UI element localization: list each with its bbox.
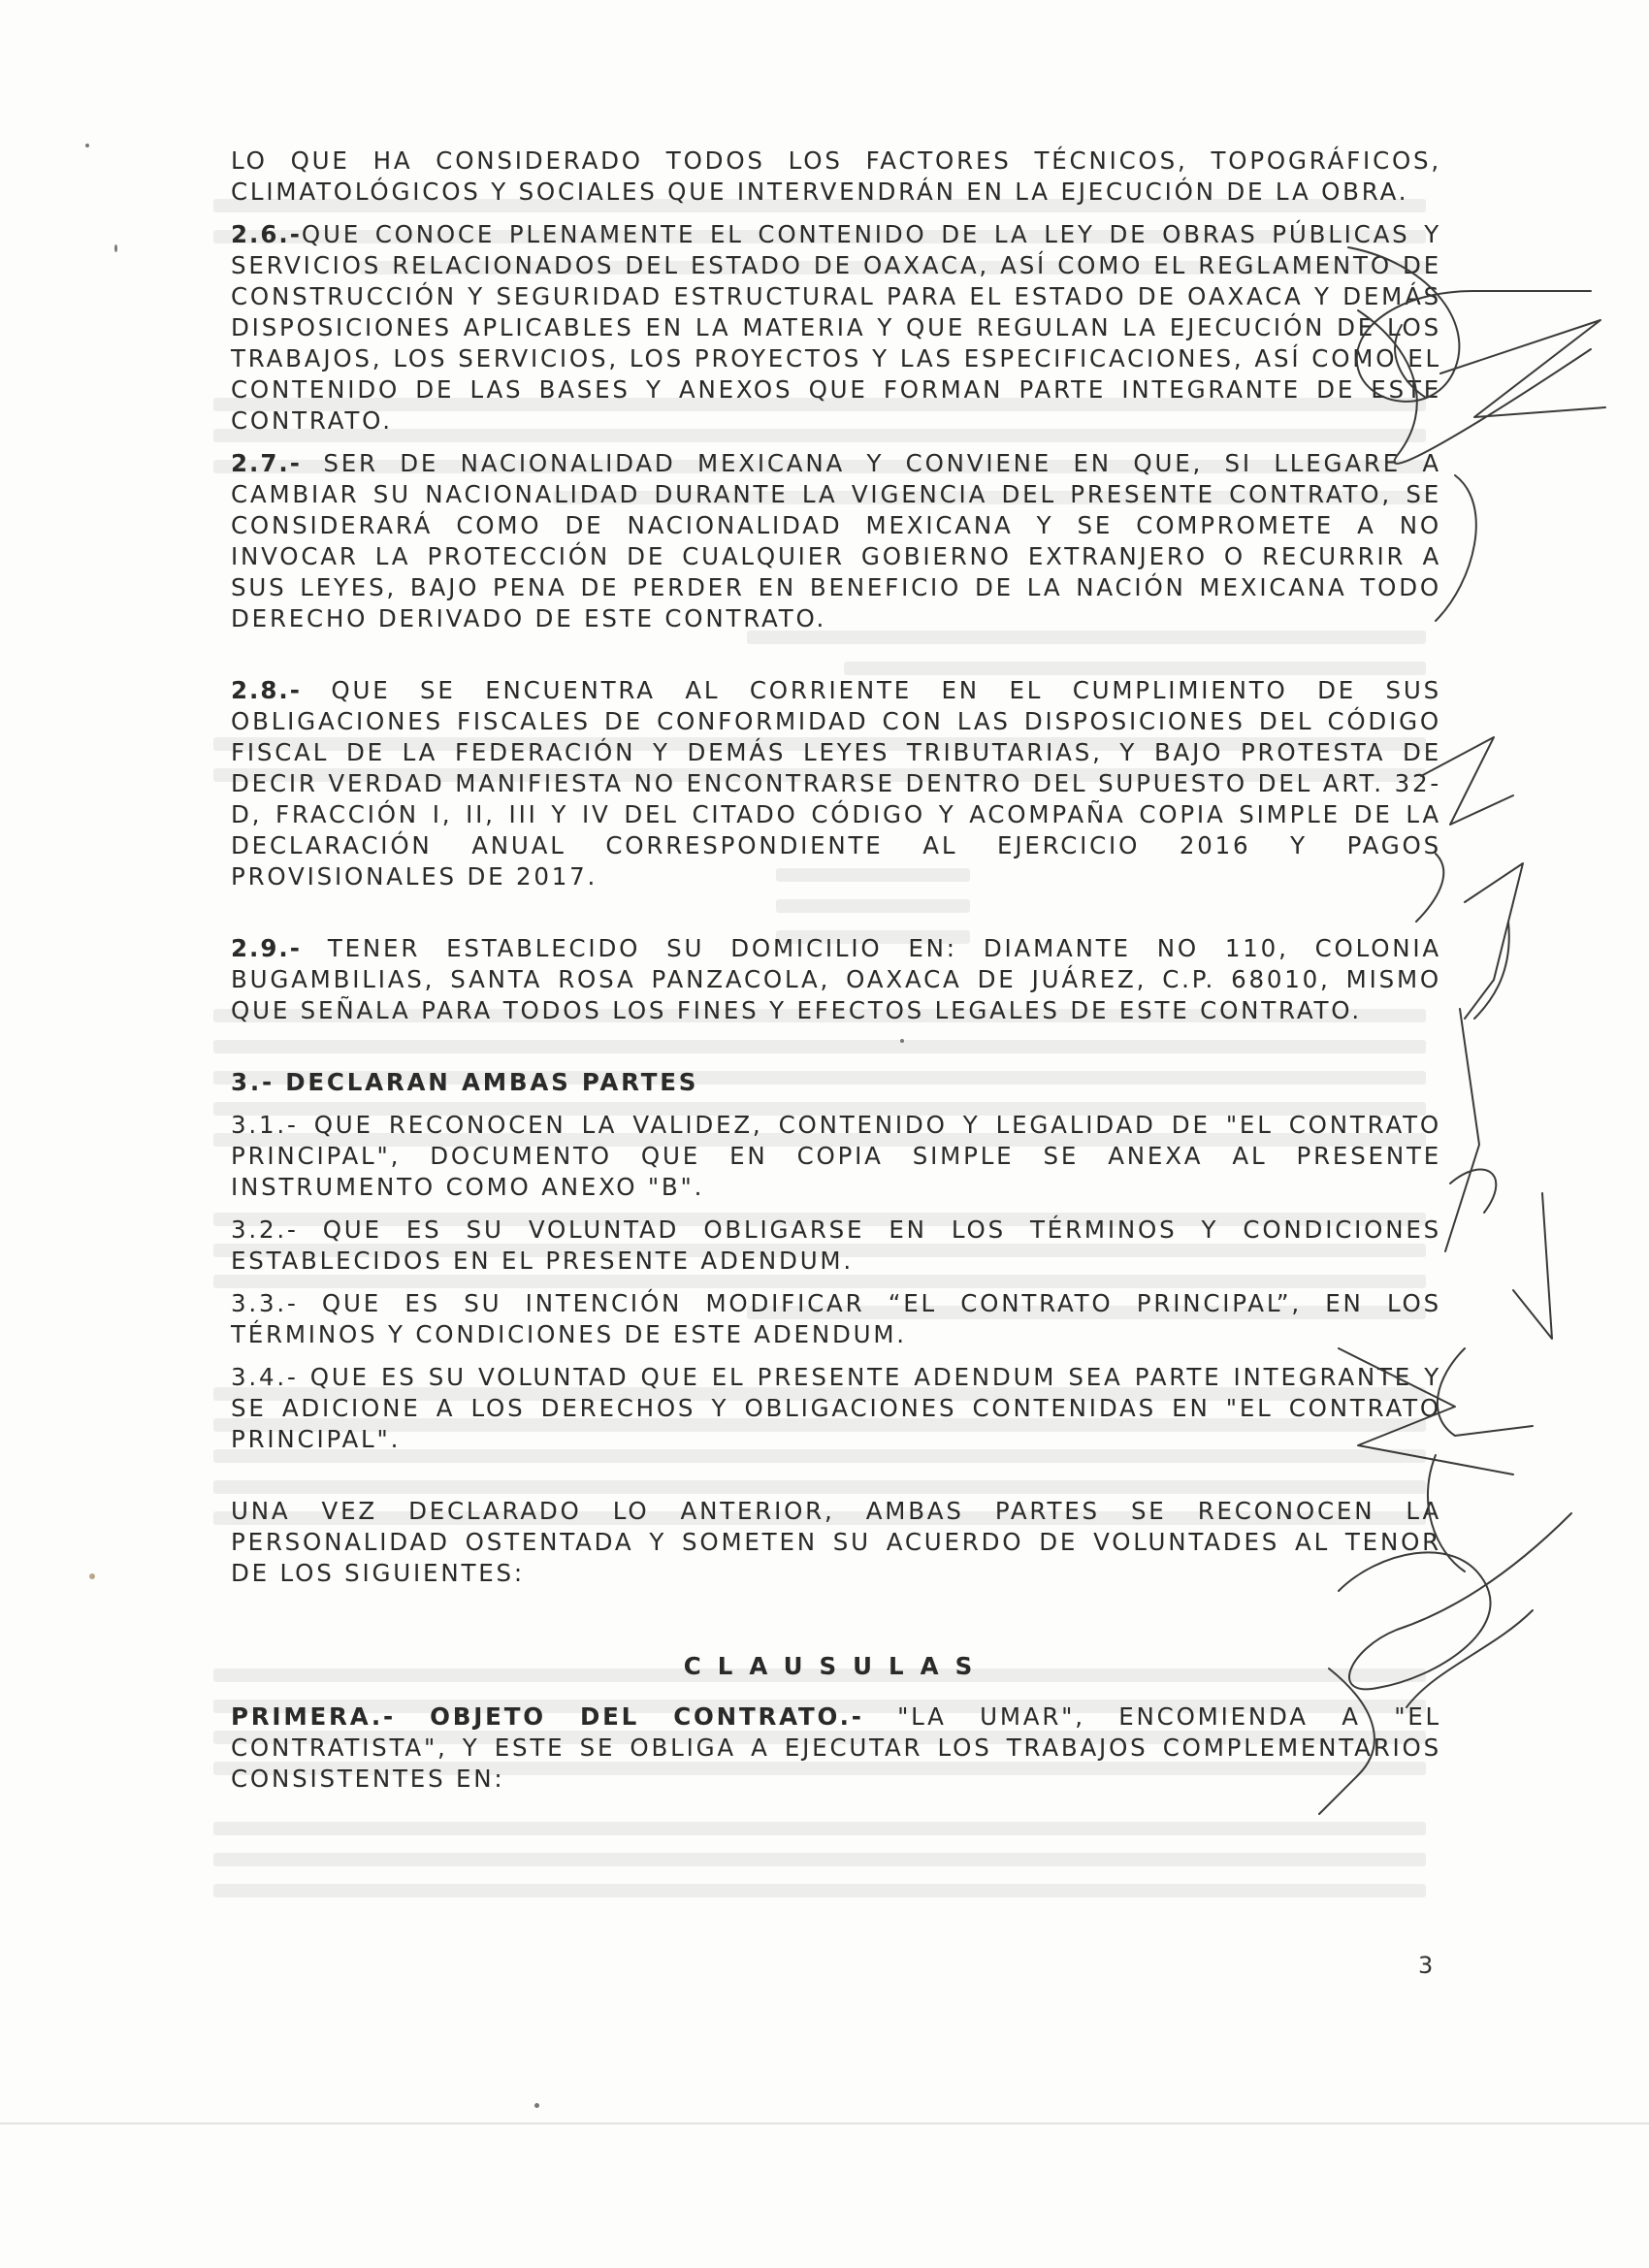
paragraph-3-1: 3.1.- QUE RECONOCEN LA VALIDEZ, CONTENIDO Y LEGALIDAD DE "EL CONTRATO PRINCIPAL", DOCUMENTO QUE EN COPIA SIMPLE SE ANEXA AL PRESENTE INSTRUMENTO COMO ANEXO "B". xyxy=(231,1111,1441,1201)
scan-edge-line xyxy=(0,2122,1649,2124)
signature-stroke xyxy=(1474,922,1509,1019)
clause-number-2-6: 2.6.- xyxy=(231,220,302,248)
clause-text-2-9: TENER ESTABLECIDO SU DOMICILIO EN: DIAMANTE NO 110, COLONIA BUGAMBILIAS, SANTA ROSA PANZACOLA, OAXACA DE JUÁREZ, C.P. 68010, MISMO QUE SEÑALA PARA TODOS LOS FINES Y EFECTOS LEGALES DE ESTE CONTRATO. xyxy=(231,934,1441,1024)
paragraph-2-9 xyxy=(231,933,1441,1026)
paragraph-3-3: 3.3.- QUE ES SU INTENCIÓN MODIFICAR “EL CONTRATO PRINCIPAL”, EN LOS TÉRMINOS Y CONDICIONES DE ESTE ADENDUM. xyxy=(231,1289,1441,1348)
clause-number-2-7: 2.7.- xyxy=(231,449,302,477)
signature-stroke xyxy=(1438,1348,1533,1436)
clause-text-2-8: QUE SE ENCUENTRA AL CORRIENTE EN EL CUMPLIMIENTO DE SUS OBLIGACIONES FISCALES DE CONFORMIDAD CON LAS DISPOSICIONES DEL CÓDIGO FISCAL DE LA FEDERACIÓN Y DEMÁS LEYES TRIBUTARIAS, Y BAJO PROTESTA DE DECIR VERDAD MANIFIESTA NO ENCONTRARSE DENTRO DEL SUPUESTO DEL ART. 32-D, FRACCIÓN I, II, III Y IV DEL CITADO CÓDIGO Y ACOMPAÑA COPIA SIMPLE DE LA DECLARACIÓN ANUAL CORRESPONDIENTE AL EJERCICIO 2016 Y PAGOS PROVISIONALES DE 2017. xyxy=(231,676,1441,891)
clause-number-2-8: 2.8.- xyxy=(231,676,302,704)
clause-primera-text: "LA UMAR", ENCOMIENDA A "EL CONTRATISTA", Y ESTE SE OBLIGA A EJECUTAR LOS TRABAJOS COMPLEMENTARIOS CONSISTENTES EN: xyxy=(231,1702,1441,1793)
section-heading-3: 3.- DECLARAN AMBAS PARTES xyxy=(231,1068,699,1096)
clause-text-2-6: QUE CONOCE PLENAMENTE EL CONTENIDO DE LA LEY DE OBRAS PÚBLICAS Y SERVICIOS RELACIONADOS DEL ESTADO DE OAXACA, ASÍ COMO EL REGLAMENTO DE CONSTRUCCIÓN Y SEGURIDAD ESTRUCTURAL PARA EL ESTADO DE OAXACA Y DEMÁS DISPOSICIONES APLICABLES EN LA MATERIA Y QUE REGULAN LA EJECUCIÓN DE LOS TRABAJOS, LOS SERVICIOS, LOS PROYECTOS Y LAS ESPECIFICACIONES, ASÍ COMO EL CONTENIDO DE LAS BASES Y ANEXOS QUE FORMAN PARTE INTEGRANTE DE ESTE CONTRATO. xyxy=(231,220,1441,435)
contract-body xyxy=(231,146,1441,1806)
signature-stroke xyxy=(1440,320,1605,417)
paragraph-2-6 xyxy=(231,219,1441,437)
clause-primera xyxy=(231,1701,1441,1795)
paragraph-intro: LO QUE HA CONSIDERADO TODOS LOS FACTORES TÉCNICOS, TOPOGRÁFICOS, CLIMATOLÓGICOS Y SOCIALES QUE INTERVENDRÁN EN LA EJECUCIÓN DE LA OBRA. xyxy=(231,146,1441,206)
signature-stroke xyxy=(1465,863,1523,1019)
scan-speck xyxy=(114,244,117,252)
clause-number-2-9: 2.9.- xyxy=(231,934,302,962)
scan-speck xyxy=(85,144,89,147)
paragraph-3-4: 3.4.- QUE ES SU VOLUNTAD QUE EL PRESENTE ADENDUM SEA PARTE INTEGRANTE Y SE ADICIONE A LOS DERECHOS Y OBLIGACIONES CONTENIDAS EN "EL CONTRATO PRINCIPAL". xyxy=(231,1363,1441,1453)
paragraph-2-7 xyxy=(231,448,1441,634)
clause-text-2-7: SER DE NACIONALIDAD MEXICANA Y CONVIENE EN QUE, SI LLEGARE A CAMBIAR SU NACIONALIDAD DURANTE LA VIGENCIA DEL PRESENTE CONTRATO, SE CONSIDERARÁ COMO DE NACIONALIDAD MEXICANA Y SE COMPROMETE A NO INVOCAR LA PROTECCIÓN DE CUALQUIER GOBIERNO EXTRANJERO O RECURRIR A SUS LEYES, BAJO PENA DE PERDER EN BENEFICIO DE LA NACIÓN MEXICANA TODO DERECHO DERIVADO DE ESTE CONTRATO. xyxy=(231,449,1441,632)
paragraph-3-2: 3.2.- QUE ES SU VOLUNTAD OBLIGARSE EN LOS TÉRMINOS Y CONDICIONES ESTABLECIDOS EN EL PRESENTE ADENDUM. xyxy=(231,1215,1441,1275)
paragraph-2-8 xyxy=(231,675,1441,892)
clause-primera-label: PRIMERA.- OBJETO DEL CONTRATO.- xyxy=(231,1702,864,1731)
scan-speck xyxy=(900,1039,904,1043)
signature-stroke xyxy=(1445,1009,1479,1251)
clausulas-heading: CLAUSULAS xyxy=(683,1652,989,1680)
signature-stroke xyxy=(1450,1170,1496,1213)
signature-stroke xyxy=(1436,475,1476,621)
scan-speck xyxy=(89,1573,95,1579)
scan-speck xyxy=(534,2103,539,2108)
paragraph-una-vez: UNA VEZ DECLARADO LO ANTERIOR, AMBAS PARTES SE RECONOCEN LA PERSONALIDAD OSTENTADA Y SOMETEN SU ACUERDO DE VOLUNTADES AL TENOR DE LOS SIGUIENTES: xyxy=(231,1497,1441,1587)
signature-stroke xyxy=(1513,1193,1552,1339)
page-number: 3 xyxy=(1418,1952,1434,1979)
